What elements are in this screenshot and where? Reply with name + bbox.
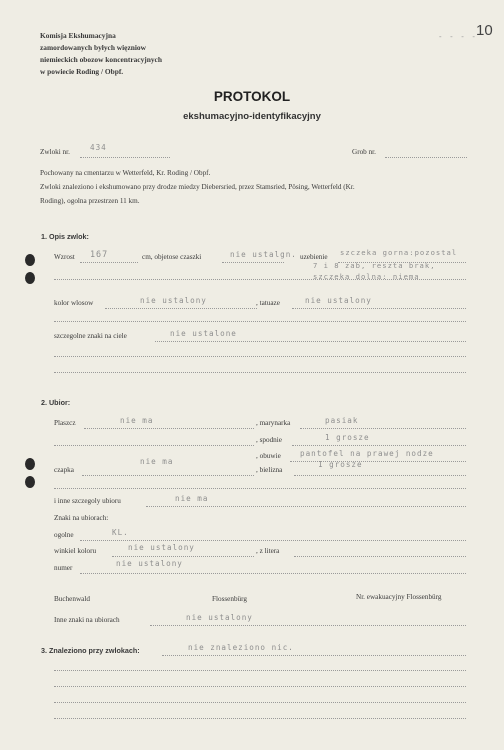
tatuaze-value: nie ustalony — [305, 296, 372, 305]
blank-line — [54, 356, 466, 357]
spodnie-value: 1 grosze — [325, 433, 370, 442]
zwloki-line — [80, 157, 170, 158]
obuwie-label: , obuwie — [256, 452, 281, 460]
spodnie-label: , spodnie — [256, 436, 282, 444]
blank-line — [54, 488, 466, 489]
header-line: zamordowanych byłych więzniow — [40, 43, 146, 52]
buried-text: Pochowany na cmentarzu w Wetterfeld, Kr. Roding / Obpf. — [40, 169, 211, 177]
blank-line — [54, 372, 466, 373]
blank-line — [54, 686, 466, 687]
section-3-title: 3. Znaleziono przy zwlokach: — [41, 646, 140, 655]
found-text-line: Roding), ogolna przestrzen 11 km. — [40, 197, 140, 205]
blank-line — [54, 670, 466, 671]
binder-hole — [25, 254, 35, 266]
znaki-line — [155, 341, 466, 342]
spodnie-line — [292, 445, 466, 446]
tatuaze-label: , tatuaze — [256, 299, 280, 307]
buchenwald-label: Buchenwald — [54, 595, 90, 603]
binder-hole — [25, 272, 35, 284]
blank-line — [54, 279, 466, 280]
found-text-line: Zwloki znaleziono i ekshumowano przy drodze miedzy Diebersried, przez Stamsried, Pösing, Wetterfeld (Kr. — [40, 183, 355, 191]
grob-label: Grob nr. — [352, 148, 376, 156]
bielizna-label: , bielizna — [256, 466, 283, 474]
inne-znaki-label: Inne znaki na ubiorach — [54, 616, 120, 624]
znaki-ubiorach-label: Znaki na ubiorach: — [54, 514, 109, 522]
tatuaze-line — [292, 308, 466, 309]
inne-line — [146, 506, 466, 507]
page-title: PROTOKOL — [213, 89, 291, 104]
header-line: w powiecie Roding / Obpf. — [40, 67, 124, 76]
inne-znaki-value: nie ustalony — [186, 613, 253, 622]
section-3-value: nie znaleziono nic. — [188, 643, 294, 652]
section-1-title: 1. Opis zwlok: — [41, 232, 89, 241]
znaki-label: szczegolne znaki na ciele — [54, 332, 127, 340]
flossenburg-label: Flossenbürg — [212, 595, 248, 603]
plaszcz-line — [84, 428, 254, 429]
wzrost-value: 167 — [90, 249, 109, 259]
ogolne-label: ogolne — [54, 531, 74, 539]
numer-label: numer — [54, 564, 73, 572]
uzebienie-value: szczeka gorna:pozostal — [340, 248, 458, 257]
czaszka-line — [222, 262, 284, 263]
plaszcz-label: Plaszcz — [54, 419, 76, 427]
wzrost-line — [80, 262, 138, 263]
plaszcz-value: nie ma — [120, 416, 154, 425]
winkiel-label: winkiel koloru — [54, 547, 97, 555]
obuwie-value: pantofel na prawej nodze — [300, 449, 434, 458]
marynarka-value: pasiak — [325, 416, 359, 425]
marynarka-label: , marynarka — [256, 419, 291, 427]
binder-hole — [25, 458, 35, 470]
page-subtitle: ekshumacyjno-identyfikacyjny — [183, 111, 321, 122]
marynarka-line — [300, 428, 466, 429]
uzebienie-value: 7 i 8 zab, reszta brak, — [313, 261, 436, 270]
grob-line — [385, 157, 467, 158]
blank-line — [54, 702, 466, 703]
section-3-line — [162, 655, 466, 656]
litera-line — [294, 556, 466, 557]
bielizna-line — [294, 475, 466, 476]
ogolne-line — [80, 540, 466, 541]
ewakuacyjny-label: Nr. ewakuacyjny Flossenbürg — [356, 593, 442, 601]
binder-hole — [25, 476, 35, 488]
czaszka-value: nie ustalgn. — [230, 250, 297, 259]
section-2-title: 2. Ubior: — [41, 398, 71, 407]
czapka-label: czapka — [54, 466, 74, 474]
blank-line — [54, 718, 466, 719]
czapka-value: nie ma — [140, 457, 174, 466]
uzebienie-value: szczeka dolna: niema — [313, 272, 420, 281]
numer-value: nie ustalony — [116, 559, 183, 568]
znaki-value: nie ustalone — [170, 329, 237, 338]
kolor-line — [105, 308, 257, 309]
inne-znaki-line — [150, 625, 466, 626]
page-dash: - - - - — [438, 32, 478, 41]
obuwie-line — [290, 461, 466, 462]
blank-line — [54, 321, 466, 322]
bielizna-value: 1 grosze — [318, 460, 363, 469]
zwloki-value: 434 — [90, 143, 107, 152]
kolor-label: kolor wlosow — [54, 299, 94, 307]
wzrost-label: Wzrost — [54, 253, 75, 261]
cm-label: cm, objetose czaszki — [142, 253, 202, 261]
zwloki-label: Zwloki nr. — [40, 148, 70, 156]
kolor-value: nie ustalony — [140, 296, 207, 305]
czapka-line — [82, 475, 254, 476]
header-line: niemieckich obozow koncentracyjnych — [40, 55, 162, 64]
ogolne-value: KL. — [112, 528, 129, 537]
inne-value: nie ma — [175, 494, 209, 503]
numer-line — [80, 573, 466, 574]
uzebienie-label: uzebienie — [300, 253, 328, 261]
header-line: Komisja Ekshumacyjna — [40, 31, 116, 40]
winkiel-value: nie ustalony — [128, 543, 195, 552]
inne-label: i inne szczegoly ubioru — [54, 497, 121, 505]
winkiel-line — [112, 556, 254, 557]
page-number: 10 — [476, 22, 493, 39]
litera-label: , z litera — [256, 547, 280, 555]
blank-line — [54, 445, 254, 446]
header-stamp — [40, 30, 162, 78]
